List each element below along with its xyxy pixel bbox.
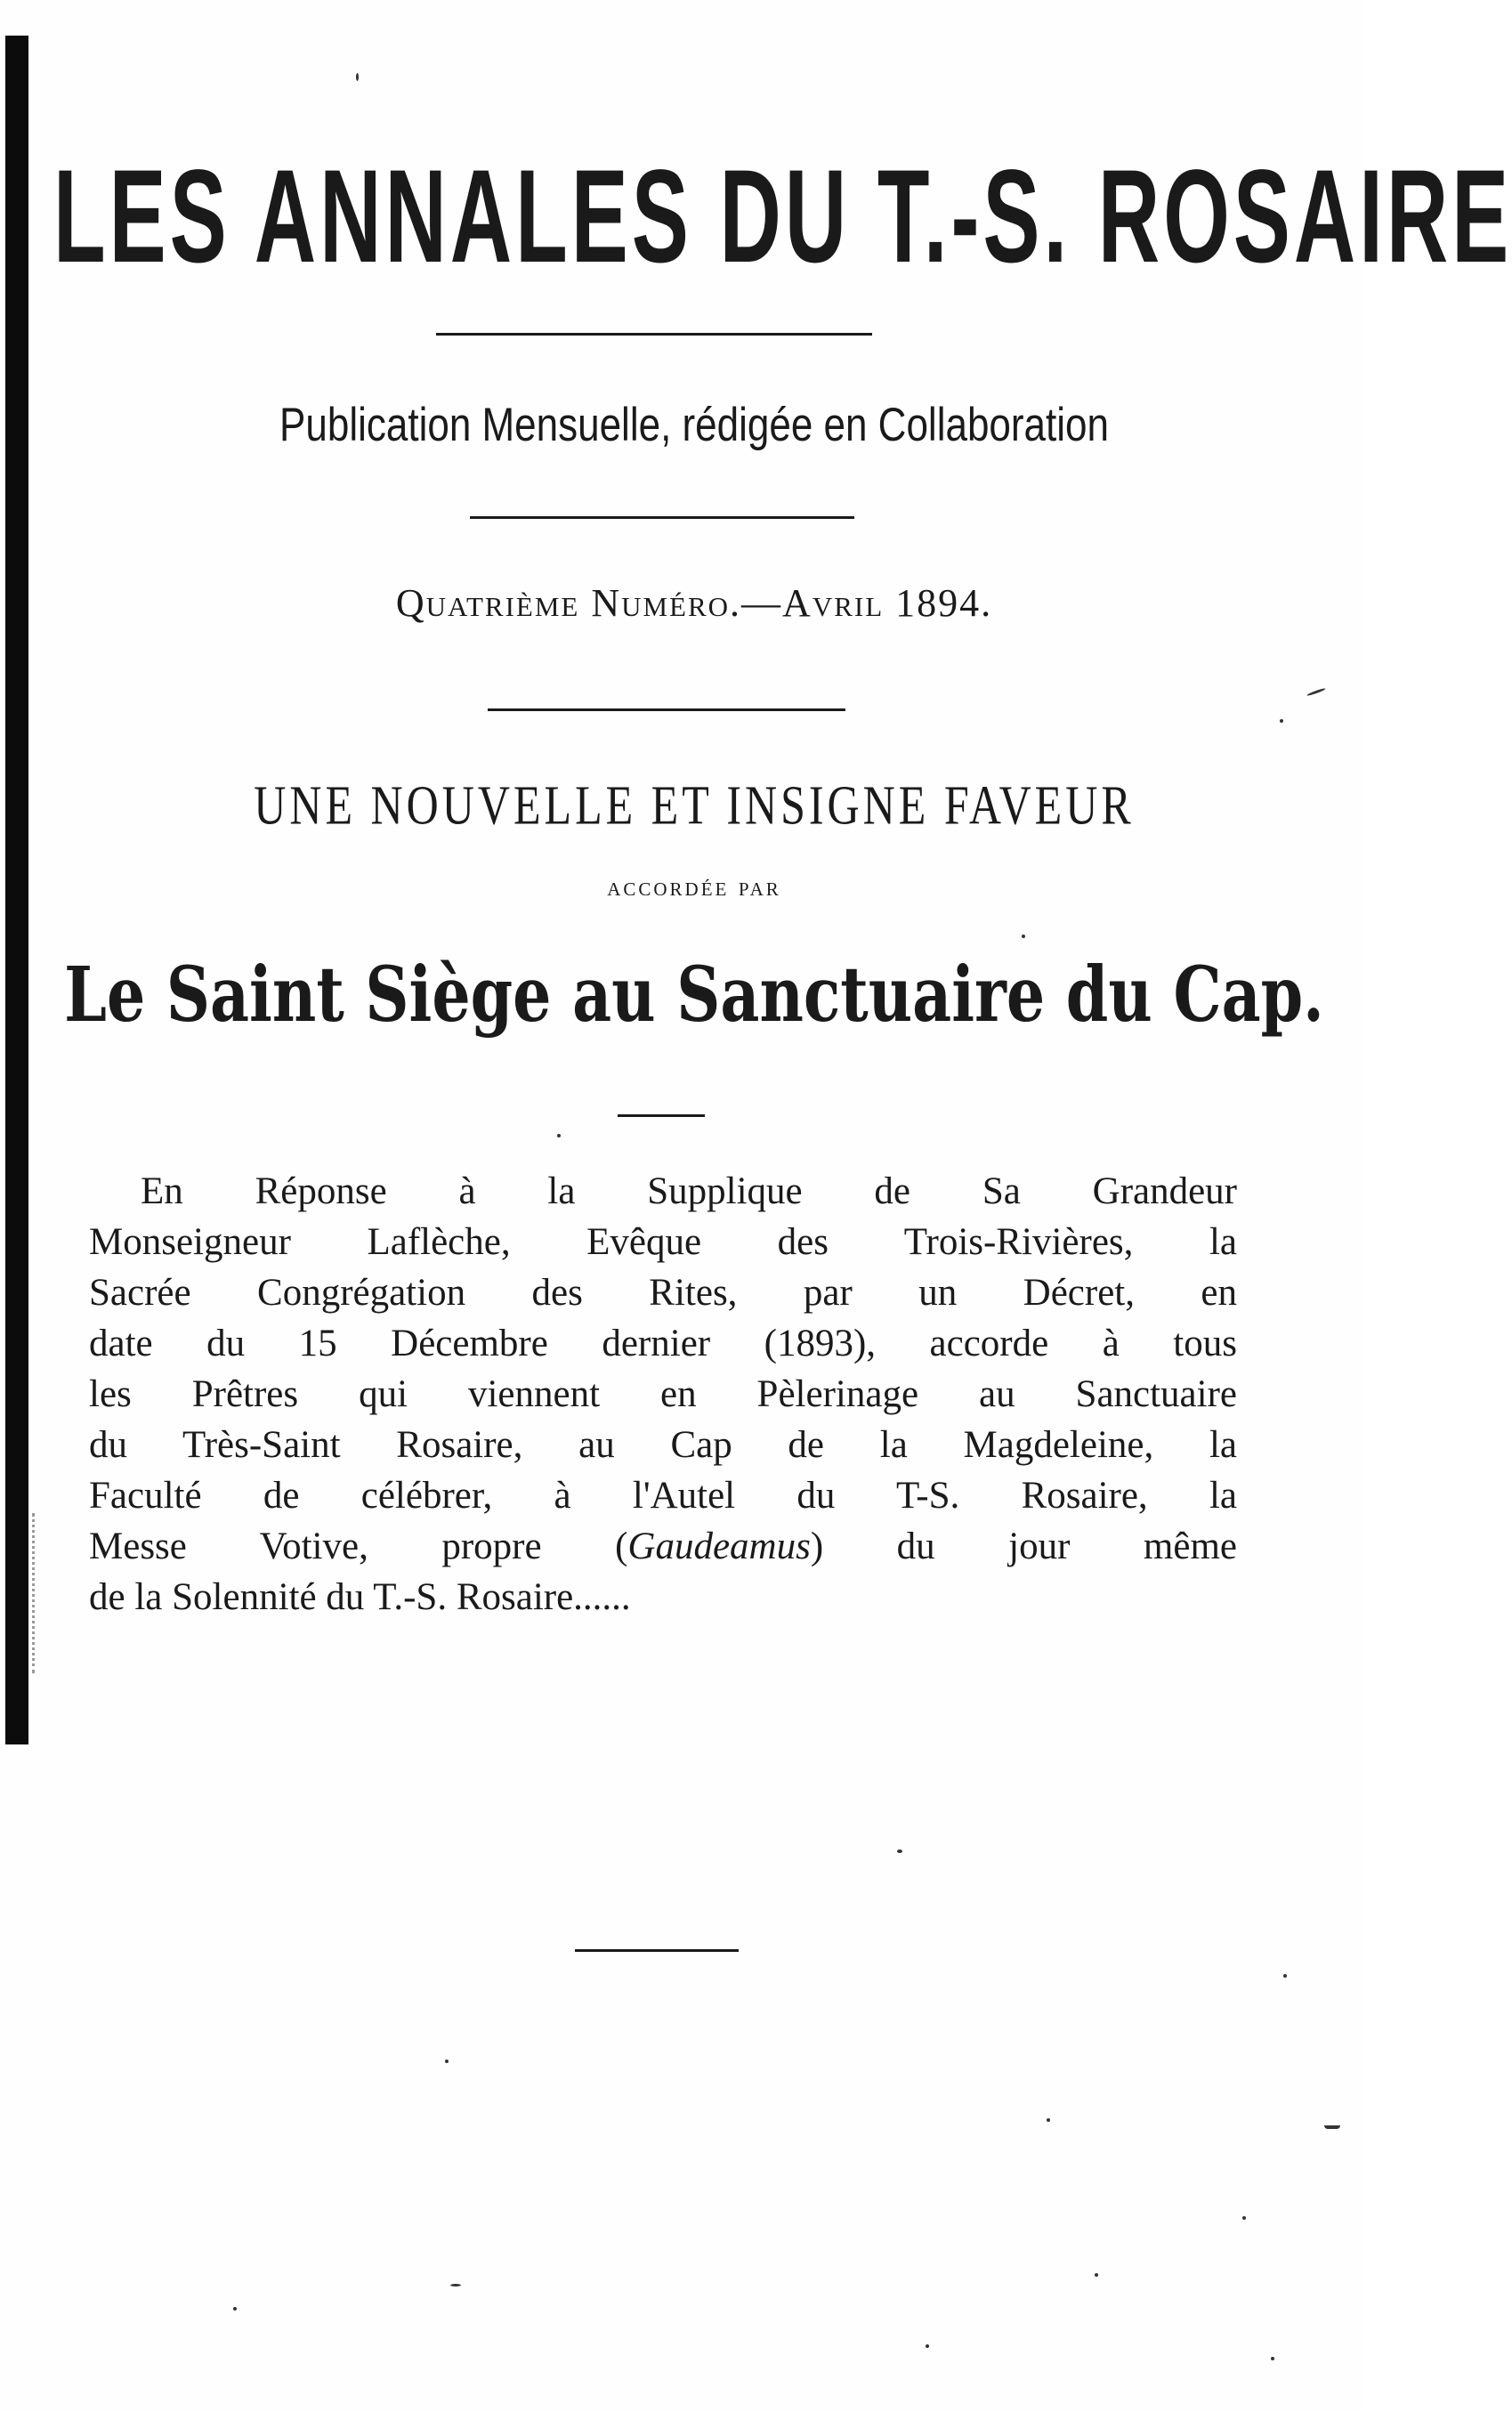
masthead-title: LES ANNALES DU T.-S. ROSAIRE — [53, 142, 1512, 291]
body-line: Faculté de célébrer, à l'Autel du T-S. Rosaire, la — [89, 1475, 1237, 1517]
rule-1 — [436, 333, 872, 336]
body-line: Sacrée Congrégation des Rites, par un Décret, en — [89, 1272, 1237, 1314]
big-title: Le Saint Siège au Sanctuaire du Cap. — [64, 951, 1324, 1040]
scan-speck — [926, 2344, 929, 2348]
headline: UNE NOUVELLE ET INSIGNE FAVEUR — [254, 773, 1135, 837]
subtitle: Publication Mensuelle, rédigée en Collaboration — [279, 399, 1109, 451]
scan-speck — [1280, 719, 1283, 723]
body-text-span: Messe Votive, propre ( — [89, 1526, 628, 1567]
body-text-span: ) du jour même — [810, 1526, 1237, 1567]
scan-speck — [1242, 2216, 1246, 2220]
body-line: date du 15 Décembre dernier (1893), accorde à tous — [89, 1323, 1237, 1364]
body-line — [89, 1521, 1237, 1572]
scan-speck — [356, 73, 359, 81]
rule-5 — [575, 1949, 739, 1952]
scan-speck — [233, 2307, 237, 2311]
italic-word: Gaudeamus — [627, 1526, 811, 1567]
rule-3 — [488, 708, 845, 711]
body-line: Monseigneur Laflèche, Evêque des Trois-Rivières, la — [89, 1221, 1237, 1263]
binding-edge — [5, 36, 28, 1744]
body-line: du Très-Saint Rosaire, au Cap de la Magdeleine, la — [89, 1424, 1237, 1466]
accorde-par: accordée par — [607, 872, 781, 902]
scan-speck — [1022, 935, 1025, 938]
scan-speck — [1324, 2125, 1340, 2129]
body-paragraph — [89, 1166, 1237, 1623]
scan-speck — [1271, 2357, 1274, 2360]
rule-2 — [470, 516, 854, 519]
scan-speck — [1283, 1974, 1287, 1978]
scan-speck — [1306, 687, 1326, 696]
scan-speck — [557, 1134, 561, 1137]
body-line: de la Solennité du T.-S. Rosaire...... — [89, 1576, 631, 1618]
binding-edge-fade — [32, 1513, 37, 1673]
scan-speck — [1095, 2273, 1098, 2277]
scan-speck — [445, 2060, 449, 2063]
body-line: les Prêtres qui viennent en Pèlerinage au Sanctuaire — [89, 1373, 1237, 1415]
issue-line: Quatrième Numéro.—Avril 1894. — [395, 581, 993, 625]
scan-speck — [450, 2284, 461, 2287]
rule-4 — [618, 1114, 705, 1117]
scan-speck — [1047, 2118, 1050, 2122]
scan-speck — [897, 1849, 902, 1853]
body-line: En Réponse à la Supplique de Sa Grandeur — [141, 1170, 1237, 1212]
